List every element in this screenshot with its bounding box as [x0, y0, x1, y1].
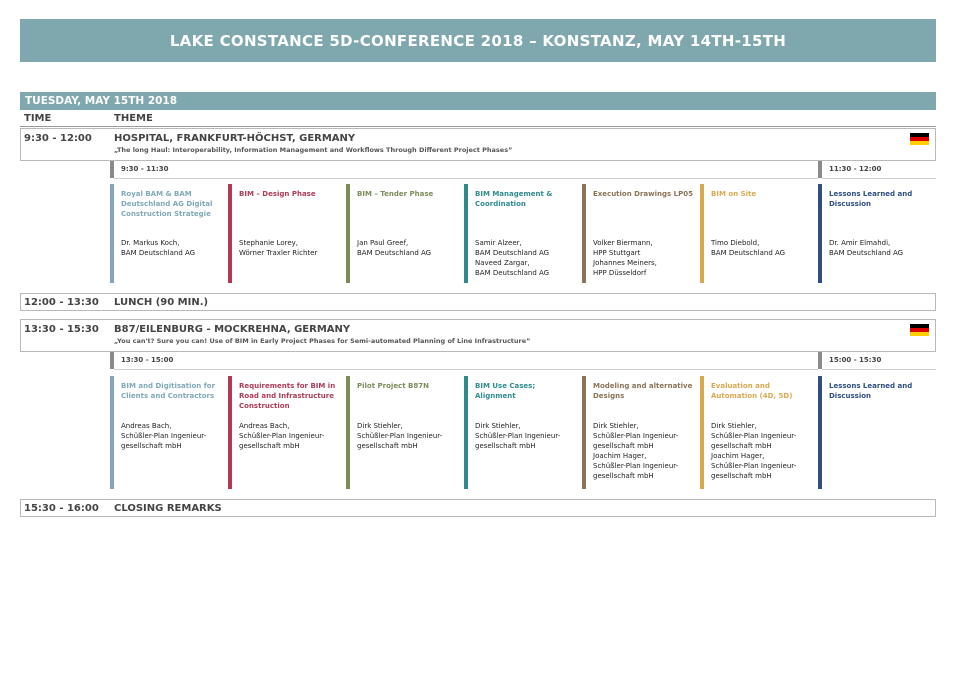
track-color-bar — [582, 184, 586, 283]
track-color-bar — [464, 376, 468, 489]
session-1-block-a-time: 9:30 - 11:30 — [121, 165, 169, 173]
track-speaker: Samir Alzeer, BAM Deutschland AG Naveed Zargar, BAM Deutschland AG — [475, 239, 550, 277]
track-speaker: Dirk Stiehler, Schüßler-Plan Ingenieur- gesellschaft mbH — [357, 422, 443, 450]
session-2-block-b-rule — [822, 369, 936, 370]
track-title: BIM and Digitisation for Clients and Contractors — [121, 382, 216, 400]
track-title: BIM on Site — [711, 190, 757, 198]
session-2-track-6 — [700, 376, 812, 489]
session-2-title: B87/EILENBURG - MOCKREHNA, GERMANY — [114, 324, 351, 335]
track-title: Lessons Learned and Discussion — [829, 190, 913, 208]
track-color-bar — [700, 376, 704, 489]
session-2-track-5 — [582, 376, 694, 489]
session-2-track-3 — [346, 376, 458, 489]
session-1-track-6 — [700, 184, 812, 283]
session-2-subtitle: „You can't? Sure you can! Use of BIM in Early Project Phases for Semi-automated Planning of Line Infrastructure” — [114, 337, 531, 345]
conference-title-banner — [20, 19, 936, 62]
track-color-bar — [346, 184, 350, 283]
track-speaker: Dirk Stiehler, Schüßler-Plan Ingenieur- gesellschaft mbH Joachim Hager, Schüßler-Plan Ingenieur- gesellschaft mbH — [711, 422, 797, 480]
column-header-time: TIME — [24, 113, 52, 124]
session-1-track-3 — [346, 184, 458, 283]
track-color-bar — [228, 376, 232, 489]
session-2-block-a-rule — [114, 369, 818, 370]
session-1-block-b-time: 11:30 - 12:00 — [829, 165, 882, 173]
track-title: Modeling and alternative Designs — [593, 382, 693, 400]
track-color-bar — [346, 376, 350, 489]
track-title: Requirements for BIM in Road and Infrastructure Construction — [239, 382, 336, 410]
session-1-block-b-rule — [822, 178, 936, 179]
track-color-bar — [582, 376, 586, 489]
track-title: BIM Management & Coordination — [475, 190, 553, 208]
session-1-block-a-rule — [114, 178, 818, 179]
track-speaker: Andreas Bach, Schüßler-Plan Ingenieur- gesellschaft mbH — [121, 422, 207, 450]
session-1-block-b-bar — [818, 161, 822, 178]
track-title: BIM Use Cases; Alignment — [475, 382, 536, 400]
track-title: Evaluation and Automation (4D, 5D) — [711, 382, 793, 400]
track-color-bar — [110, 376, 114, 489]
track-speaker: Volker Biermann, HPP Stuttgart Johannes Meiners, HPP Düsseldorf — [593, 239, 657, 277]
session-2-track-1 — [110, 376, 222, 489]
session-1-track-2 — [228, 184, 340, 283]
germany-flag-icon — [910, 133, 929, 145]
closing-time: 15:30 - 16:00 — [24, 503, 99, 514]
track-title: Lessons Learned and Discussion — [829, 382, 913, 400]
track-speaker: Andreas Bach, Schüßler-Plan Ingenieur- gesellschaft mbH — [239, 422, 325, 450]
session-2-block-b-time: 15:00 - 15:30 — [829, 356, 882, 364]
lunch-title: LUNCH (90 MIN.) — [114, 297, 209, 308]
column-header-theme: THEME — [114, 113, 153, 124]
session-1-track-7 — [818, 184, 930, 283]
session-1-title: HOSPITAL, FRANKFURT-HÖCHST, GERMANY — [114, 133, 356, 144]
session-1-block-a-bar — [110, 161, 114, 178]
session-2-track-7 — [818, 376, 930, 489]
track-color-bar — [110, 184, 114, 283]
session-2-track-4 — [464, 376, 576, 489]
session-2-track-2 — [228, 376, 340, 489]
track-speaker: Stephanie Lorey, Wörner Traxler Richter — [239, 239, 318, 257]
track-speaker: Dirk Stiehler, Schüßler-Plan Ingenieur- gesellschaft mbH — [475, 422, 561, 450]
session-2-block-a-time: 13:30 - 15:00 — [121, 356, 174, 364]
track-speaker: Timo Diebold, BAM Deutschland AG — [711, 239, 786, 257]
track-color-bar — [818, 376, 822, 489]
track-title: Pilot Project B87N — [357, 382, 429, 390]
session-2-block-a-bar — [110, 352, 114, 369]
session-1-subtitle: „The long Haul: Interoperability, Information Management and Workflows Through Different Project Phases” — [114, 146, 513, 154]
track-speaker: Dirk Stiehler, Schüßler-Plan Ingenieur- gesellschaft mbH Joachim Hager, Schüßler-Plan Ingenieur- gesellschaft mbH — [593, 422, 679, 480]
session-1-time: 9:30 - 12:00 — [24, 133, 92, 144]
track-speaker: Dr. Amir Elmahdi, BAM Deutschland AG — [829, 239, 904, 257]
track-title: BIM – Tender Phase — [357, 190, 434, 198]
track-speaker: Jan Paul Greef, BAM Deutschland AG — [357, 239, 432, 257]
track-color-bar — [700, 184, 704, 283]
track-color-bar — [464, 184, 468, 283]
conference-title: LAKE CONSTANCE 5D-CONFERENCE 2018 – KONSTANZ, MAY 14TH-15TH — [169, 31, 787, 50]
track-speaker: Dr. Markus Koch, BAM Deutschland AG — [121, 239, 196, 257]
track-title: Execution Drawings LP05 — [593, 190, 693, 198]
session-1-track-5 — [582, 184, 694, 283]
germany-flag-icon — [910, 324, 929, 336]
session-2-time: 13:30 - 15:30 — [24, 324, 99, 335]
lunch-time: 12:00 - 13:30 — [24, 297, 99, 308]
session-1-track-1 — [110, 184, 222, 283]
session-1-track-4 — [464, 184, 576, 283]
track-color-bar — [818, 184, 822, 283]
track-color-bar — [228, 184, 232, 283]
header-divider — [20, 126, 936, 127]
closing-title: CLOSING REMARKS — [114, 503, 222, 514]
track-title: Royal BAM & BAM Deutschland AG Digital Construction Strategie — [121, 190, 213, 218]
track-title: BIM – Design Phase — [239, 190, 316, 198]
session-2-block-b-bar — [818, 352, 822, 369]
day-header: TUESDAY, MAY 15TH 2018 — [20, 92, 936, 110]
